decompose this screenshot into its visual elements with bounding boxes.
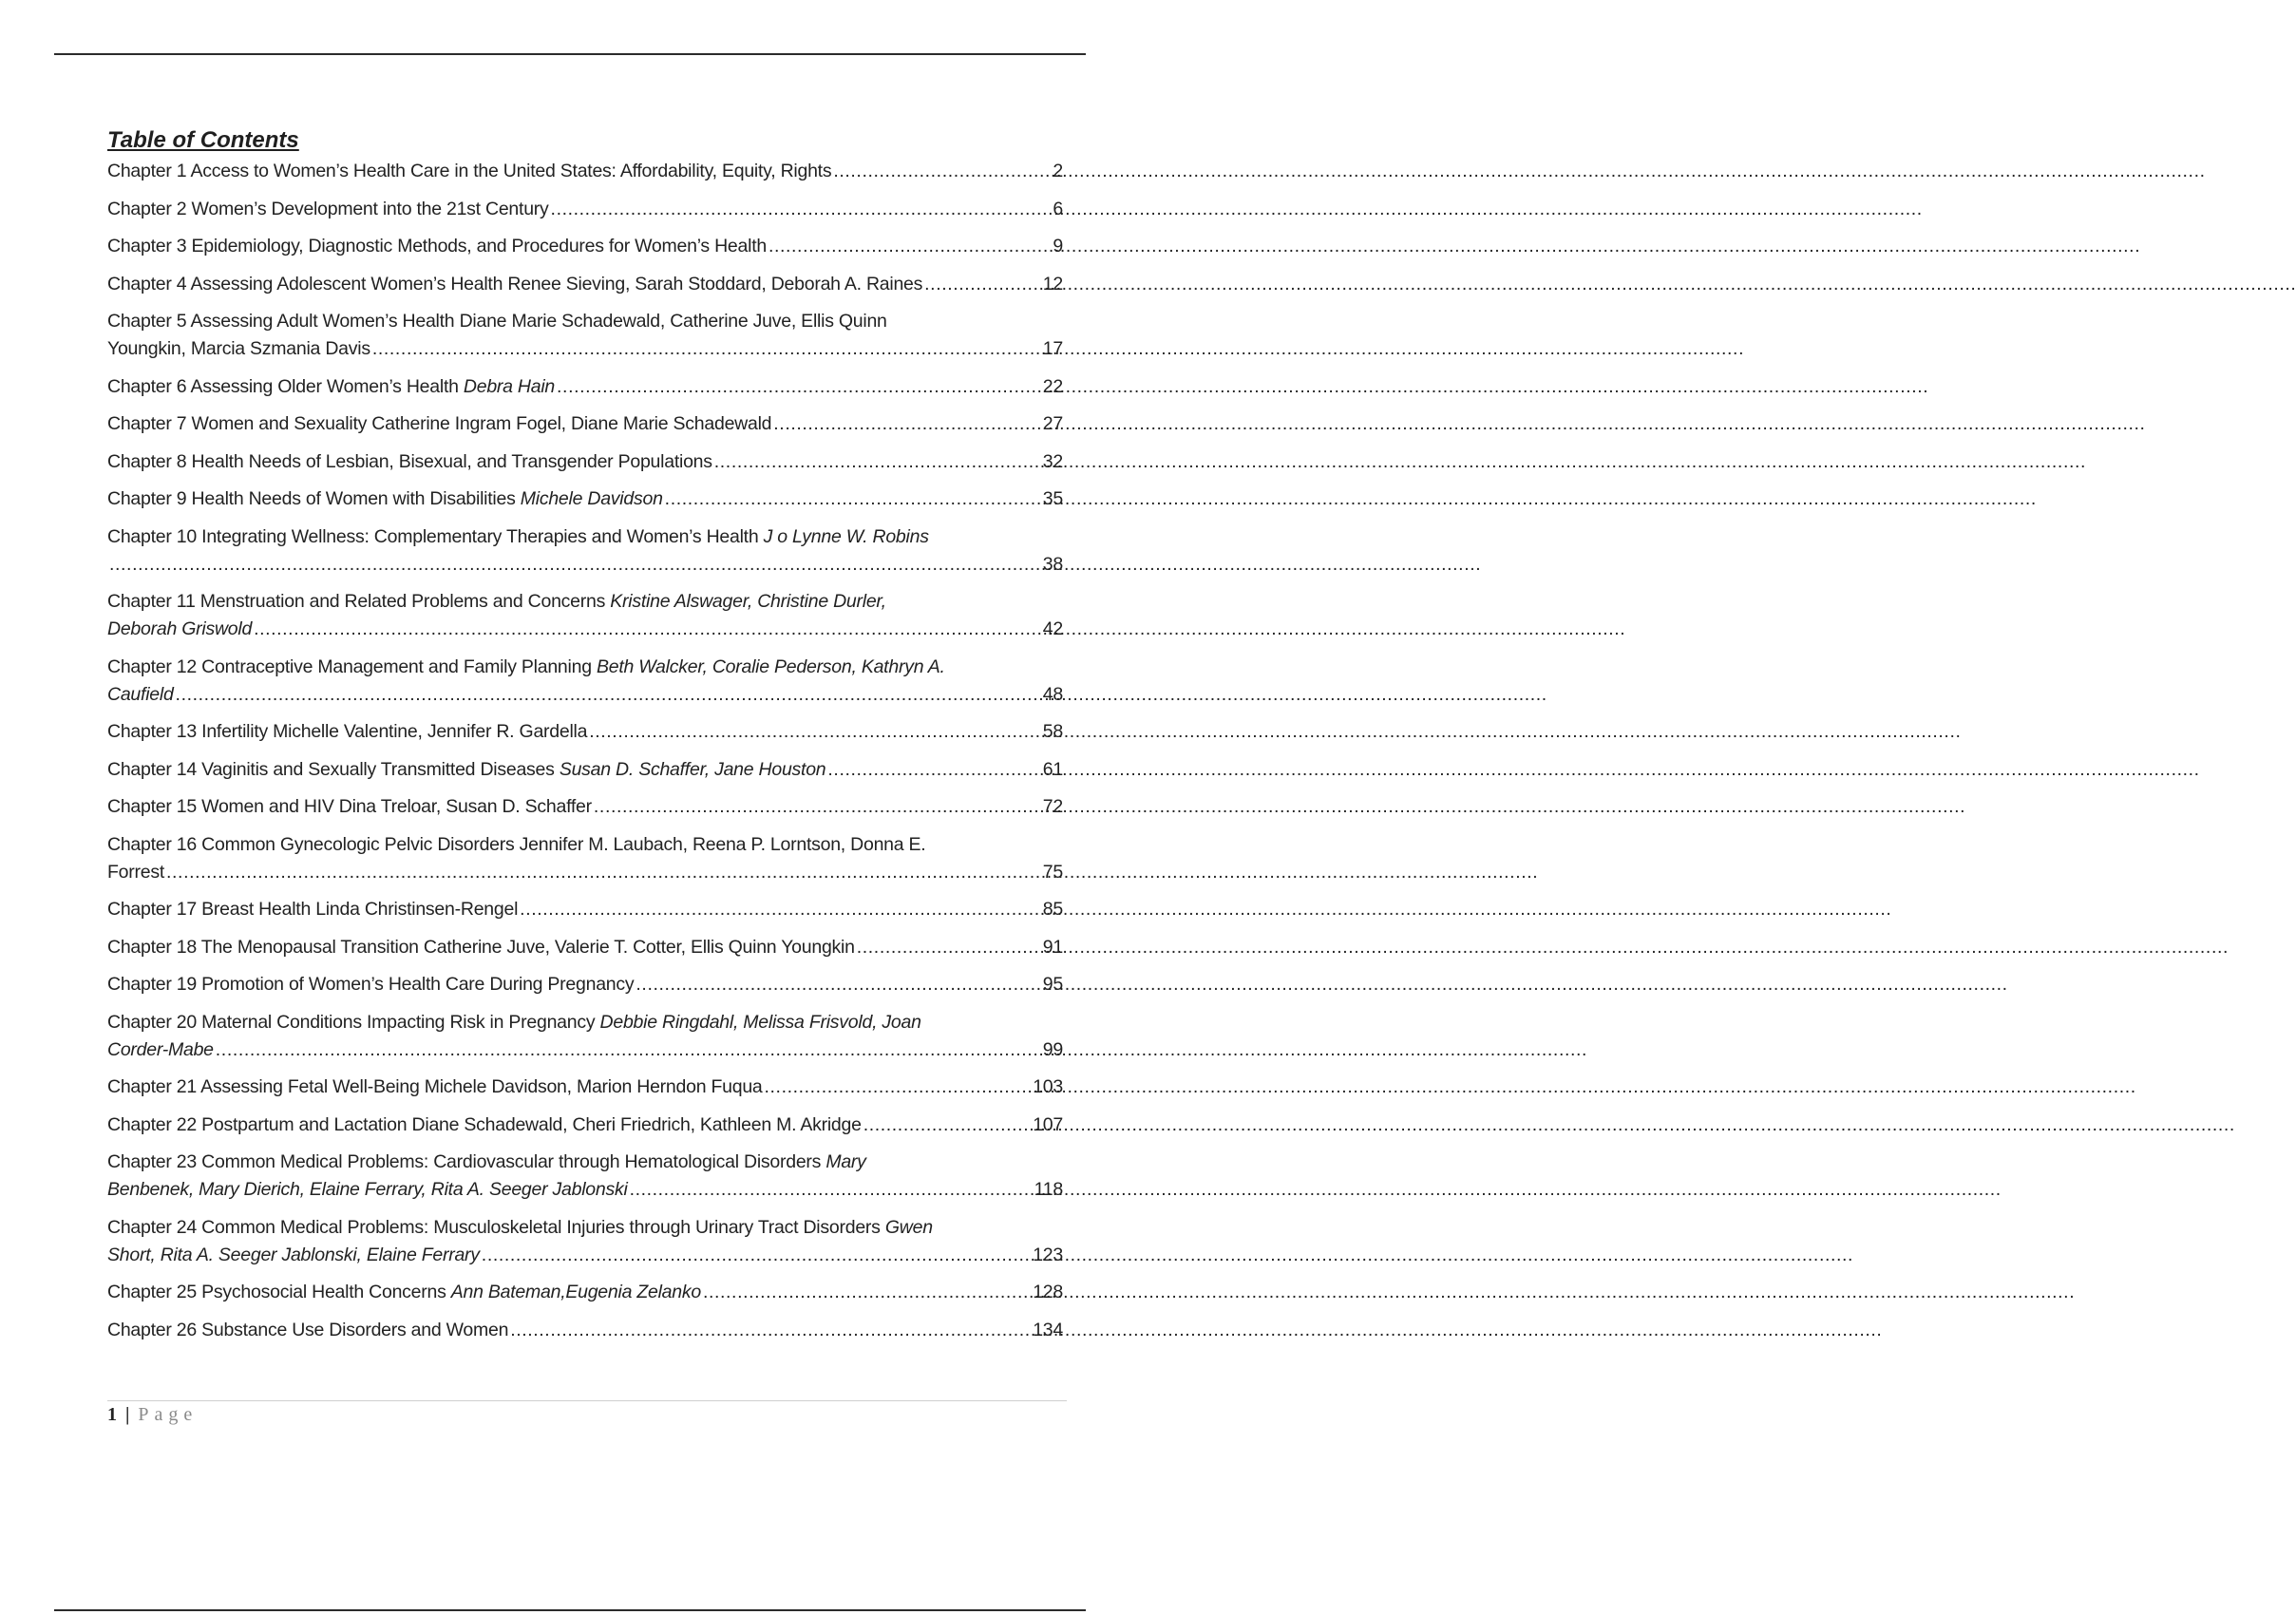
toc-page-number: 22: [1042, 375, 1063, 397]
dot-leader: [164, 859, 1043, 886]
toc-entry[interactable]: [107, 196, 1063, 223]
dot-leader: [370, 335, 1043, 363]
toc-entry-title: Chapter 6 Assessing Older Women’s Health: [107, 375, 464, 397]
toc-entry-line: [107, 896, 1063, 923]
toc-entry-line: [107, 448, 1063, 476]
dot-leader: [862, 1112, 1034, 1139]
toc-entry-text: [107, 271, 922, 298]
toc-entry[interactable]: [107, 896, 1063, 923]
toc-entry-title: Chapter 3 Epidemiology, Diagnostic Methods, and Procedures for Women’s Health: [107, 236, 767, 256]
toc-entry-authors: J o Lynne W. Robins: [763, 525, 929, 547]
toc-entry[interactable]: [107, 523, 1063, 579]
table-of-contents: [107, 125, 1063, 1354]
toc-entry[interactable]: [107, 934, 1063, 961]
toc-page-number: 38: [1042, 553, 1063, 575]
toc-entry-first-line: [107, 1214, 1063, 1242]
toc-entry-title: Chapter 16 Common Gynecologic Pelvic Disorders Jennifer M. Laubach, Reena P. Lorntson, Donna E.: [107, 833, 926, 855]
toc-page-number: 42: [1042, 618, 1063, 639]
toc-entry-text: [107, 1112, 862, 1139]
dot-leader: [518, 896, 1043, 923]
toc-entry-authors: Beth Walcker, Coralie Pederson, Kathryn A.: [596, 656, 945, 677]
toc-page-number: 107: [1033, 1113, 1063, 1135]
toc-entry-title: Chapter 23 Common Medical Problems: Cardiovascular through Hematological Disorders: [107, 1151, 826, 1172]
toc-entry-title: Chapter 5 Assessing Adult Women’s Health Diane Marie Schadewald, Catherine Juve, Ellis Quinn: [107, 311, 887, 332]
toc-page-number: 99: [1042, 1038, 1063, 1060]
dot-leader: [508, 1317, 1033, 1344]
toc-entry-line: [107, 1279, 1063, 1306]
toc-entry-text: [107, 756, 825, 784]
dot-leader: [214, 1036, 1043, 1064]
toc-entry-line: [107, 410, 1063, 438]
toc-entry-line: [107, 1317, 1063, 1344]
dot-leader: [922, 271, 1043, 298]
toc-entry-title: Chapter 9 Health Needs of Women with Disabilities: [107, 488, 521, 509]
dot-leader: [663, 485, 1043, 513]
toc-title: Table of Contents: [107, 127, 299, 153]
toc-entry-text: [107, 793, 592, 821]
toc-entry-text: [107, 859, 164, 886]
toc-entry[interactable]: [107, 1112, 1063, 1139]
toc-page-number: 85: [1042, 899, 1063, 920]
toc-entry-first-line: [107, 308, 1063, 335]
toc-entry[interactable]: [107, 654, 1063, 709]
toc-entry-title: Chapter 15 Women and HIV Dina Treloar, Susan D. Schaffer: [107, 796, 592, 817]
toc-page-number: 58: [1042, 721, 1063, 742]
toc-entry-authors: Caufield: [107, 683, 174, 705]
toc-entry-title: Chapter 4 Assessing Adolescent Women’s Health Renee Sieving, Sarah Stoddard, Deborah A. Raines: [107, 273, 923, 294]
toc-entry-text: [107, 1242, 480, 1269]
toc-entry-text: [107, 448, 712, 476]
toc-page-number: 72: [1042, 796, 1063, 817]
toc-page-number: 2: [1053, 161, 1063, 181]
toc-page-number: 48: [1042, 683, 1063, 705]
toc-entry-line: [107, 485, 1063, 513]
toc-entry-text: [107, 233, 767, 260]
toc-page-number: 128: [1033, 1282, 1063, 1302]
toc-entry-text: [107, 196, 549, 223]
toc-entry-title: Chapter 1 Access to Women’s Health Care in the United States: Affordability, Equity, Rights: [107, 161, 832, 181]
toc-entry-line: [107, 971, 1063, 998]
dot-leader: [825, 756, 1042, 784]
dot-leader: [712, 448, 1043, 476]
toc-entry-title: Chapter 19 Promotion of Women’s Health Care During Pregnancy: [107, 974, 635, 995]
toc-page-number: 75: [1042, 861, 1063, 883]
toc-entry-line: [107, 551, 1063, 579]
toc-page-number: 103: [1033, 1076, 1063, 1097]
toc-entry-title: Youngkin, Marcia Szmania Davis: [107, 338, 370, 359]
toc-entry[interactable]: [107, 1074, 1063, 1101]
footer-separator: |: [125, 1404, 130, 1425]
toc-list: [107, 158, 1063, 1344]
toc-entry-line: [107, 756, 1063, 784]
toc-entry[interactable]: [107, 971, 1063, 998]
toc-entry-title: Chapter 20 Maternal Conditions Impacting Risk in Pregnancy: [107, 1011, 600, 1033]
toc-entry-line: [107, 373, 1063, 401]
toc-entry-title: Chapter 21 Assessing Fetal Well-Being Michele Davidson, Marion Herndon Fuqua: [107, 1076, 763, 1097]
toc-entry-title: Chapter 8 Health Needs of Lesbian, Bisexual, and Transgender Populations: [107, 450, 712, 472]
dot-leader: [555, 373, 1043, 401]
toc-entry-authors: Deborah Griswold: [107, 618, 253, 639]
toc-entry-first-line: [107, 523, 1063, 551]
toc-entry-text: [107, 896, 518, 923]
toc-entry[interactable]: [107, 485, 1063, 513]
toc-page-number: 35: [1042, 488, 1063, 509]
toc-entry-title: Chapter 25 Psychosocial Health Concerns: [107, 1282, 451, 1302]
dot-leader: [767, 233, 1053, 260]
toc-entry-line: [107, 616, 1063, 643]
toc-entry[interactable]: [107, 271, 1063, 298]
toc-entry[interactable]: [107, 1279, 1063, 1306]
toc-page-number: 12: [1042, 273, 1063, 294]
toc-entry[interactable]: [107, 831, 1063, 886]
dot-leader: [771, 410, 1043, 438]
page-footer: [107, 1404, 198, 1426]
toc-entry-text: [107, 1074, 763, 1101]
dot-leader: [592, 793, 1043, 821]
toc-entry-text: [107, 616, 252, 643]
toc-entry-authors: Short, Rita A. Seeger Jablonski, Elaine Ferrary: [107, 1244, 480, 1265]
toc-entry-title: Chapter 24 Common Medical Problems: Musculoskeletal Injuries through Urinary Tract Disorders: [107, 1216, 885, 1238]
toc-entry-title: Chapter 18 The Menopausal Transition Catherine Juve, Valerie T. Cotter, Ellis Quinn Youngkin: [107, 936, 855, 958]
toc-page-number: 9: [1053, 236, 1063, 256]
toc-entry-authors: Gwen: [884, 1216, 933, 1238]
dot-leader: [549, 196, 1053, 223]
toc-page-number: 123: [1033, 1244, 1063, 1265]
toc-entry-line: [107, 233, 1063, 260]
toc-entry-first-line: [107, 1009, 1063, 1036]
dot-leader: [628, 1176, 1034, 1204]
toc-page-number: 61: [1042, 758, 1063, 780]
toc-entry-line: [107, 1036, 1063, 1064]
toc-entry[interactable]: [107, 793, 1063, 821]
toc-entry-first-line: [107, 831, 1063, 859]
toc-entry-title: Chapter 11 Menstruation and Related Problems and Concerns: [107, 591, 611, 612]
toc-page-number: 27: [1042, 413, 1063, 434]
page-number: 1: [107, 1404, 117, 1425]
dot-leader: [480, 1242, 1033, 1269]
toc-page-number: 32: [1042, 450, 1063, 472]
toc-page-number: 17: [1042, 338, 1063, 359]
dot-leader: [763, 1074, 1034, 1101]
toc-entry-line: [107, 934, 1063, 961]
toc-entry-text: [107, 1317, 508, 1344]
toc-entry-line: [107, 859, 1063, 886]
toc-entry[interactable]: [107, 308, 1063, 363]
toc-entry-authors: Michele Davidson: [520, 488, 663, 509]
toc-entry-title: Chapter 14 Vaginitis and Sexually Transmitted Diseases: [107, 758, 560, 780]
toc-entry-line: [107, 1176, 1063, 1204]
toc-entry-title: Chapter 22 Postpartum and Lactation Diane Schadewald, Cheri Friedrich, Kathleen M. Akridge: [107, 1113, 862, 1135]
toc-entry-line: [107, 1074, 1063, 1101]
toc-entry[interactable]: [107, 233, 1063, 260]
toc-entry-authors: Kristine Alswager, Christine Durler,: [610, 591, 886, 612]
toc-entry-title: Forrest: [107, 861, 165, 883]
toc-entry-authors: Debbie Ringdahl, Melissa Frisvold, Joan: [599, 1011, 921, 1033]
toc-entry-text: [107, 1279, 701, 1306]
toc-entry-line: [107, 718, 1063, 746]
toc-entry[interactable]: [107, 1149, 1063, 1204]
toc-entry[interactable]: [107, 1009, 1063, 1064]
toc-entry-text: [107, 934, 855, 961]
page-word: Page: [138, 1404, 199, 1425]
toc-entry[interactable]: [107, 410, 1063, 438]
toc-entry[interactable]: [107, 588, 1063, 643]
toc-entry-line: [107, 271, 1063, 298]
toc-entry[interactable]: [107, 448, 1063, 476]
toc-entry-first-line: [107, 588, 1063, 616]
toc-entry-text: [107, 410, 771, 438]
toc-entry-first-line: [107, 1149, 1063, 1176]
toc-entry-text: [107, 373, 555, 401]
toc-entry[interactable]: [107, 158, 1063, 185]
toc-entry-title: Chapter 17 Breast Health Linda Christinsen-Rengel: [107, 899, 519, 920]
toc-entry-authors: Susan D. Schaffer, Jane Houston: [559, 758, 826, 780]
toc-entry-text: [107, 718, 587, 746]
toc-entry-line: [107, 793, 1063, 821]
toc-page-number: 134: [1033, 1319, 1063, 1340]
toc-entry-title: Chapter 10 Integrating Wellness: Complementary Therapies and Women’s Health: [107, 525, 764, 547]
toc-entry-line: [107, 1242, 1063, 1269]
toc-entry-title: Chapter 7 Women and Sexuality Catherine Ingram Fogel, Diane Marie Schadewald: [107, 413, 772, 434]
toc-entry-text: [107, 1036, 214, 1064]
toc-entry-text: [107, 335, 370, 363]
toc-entry-line: [107, 196, 1063, 223]
header-rule: [54, 53, 1086, 55]
toc-entry-first-line: [107, 654, 1063, 681]
toc-entry-text: [107, 1176, 628, 1204]
toc-entry-text: [107, 158, 831, 185]
toc-entry-text: [107, 485, 663, 513]
toc-entry-authors: Benbenek, Mary Dierich, Elaine Ferrary, Rita A. Seeger Jablonski: [107, 1179, 628, 1200]
toc-entry-text: [107, 971, 634, 998]
toc-page-number: 118: [1034, 1179, 1063, 1200]
dot-leader: [701, 1279, 1033, 1306]
toc-entry-authors: Debra Hain: [463, 375, 556, 397]
toc-entry[interactable]: [107, 373, 1063, 401]
toc-entry[interactable]: [107, 1214, 1063, 1269]
toc-page-number: 95: [1042, 974, 1063, 995]
dot-leader: [174, 681, 1043, 709]
dot-leader: [587, 718, 1043, 746]
dot-leader: [855, 934, 1043, 961]
dot-leader: [107, 551, 1043, 579]
toc-entry-title: Chapter 13 Infertility Michelle Valentine, Jennifer R. Gardella: [107, 721, 588, 742]
toc-entry-line: [107, 681, 1063, 709]
toc-page-number: 6: [1053, 198, 1063, 219]
dot-leader: [252, 616, 1043, 643]
toc-entry-line: [107, 335, 1063, 363]
toc-entry[interactable]: [107, 756, 1063, 784]
toc-entry[interactable]: [107, 718, 1063, 746]
toc-entry-title: Chapter 26 Substance Use Disorders and Women: [107, 1319, 509, 1340]
toc-entry-title: Chapter 12 Contraceptive Management and Family Planning: [107, 656, 597, 677]
toc-entry[interactable]: [107, 1317, 1063, 1344]
toc-entry-text: [107, 681, 174, 709]
bottom-rule: [54, 1609, 1086, 1611]
toc-entry-title: Chapter 2 Women’s Development into the 21st Century: [107, 198, 549, 219]
toc-entry-line: [107, 158, 1063, 185]
toc-entry-authors: Mary: [825, 1151, 866, 1172]
dot-leader: [831, 158, 1053, 185]
toc-entry-authors: Ann Bateman,Eugenia Zelanko: [450, 1282, 701, 1302]
toc-page-number: 91: [1042, 936, 1063, 958]
toc-entry-line: [107, 1112, 1063, 1139]
toc-entry-authors: Corder-Mabe: [107, 1038, 214, 1060]
footer-rule: [107, 1400, 1067, 1401]
dot-leader: [634, 971, 1042, 998]
